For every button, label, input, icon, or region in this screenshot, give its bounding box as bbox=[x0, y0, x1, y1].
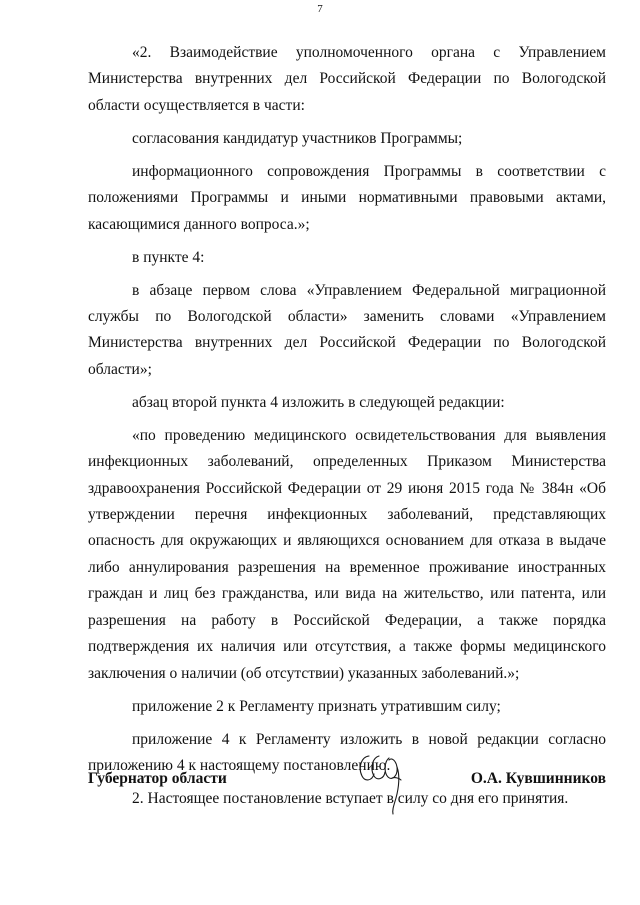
signer-title: Губернатор области bbox=[88, 770, 227, 787]
paragraph-information-support: информационного сопровождения Программы в соответствии с положениями Программы и иными нормативными правовыми актами, касающимися данного вопроса.»; bbox=[88, 162, 606, 233]
page-number: 7 bbox=[317, 3, 323, 15]
document-body bbox=[88, 40, 606, 819]
handwritten-signature-icon bbox=[352, 742, 412, 822]
signature-block bbox=[88, 742, 606, 822]
paragraph-medical-examination: «по проведению медицинского освидетельствования для выявления инфекционных заболеваний, определенных Приказом Министерства здравоохранения Российской Федерации от 29 июня 2015 года № 384н «Об утверждении перечня инфекционных заболеваний, представляющих опасность для окружающих и являющихся основанием для отказа в выдаче либо аннулирования разрешения на временное проживание иностранных граждан и лиц без гражданства, или вида на жительство, или патента, или разрешения на работу в Российской Федерации, а также порядка подтверждения их наличия или отсутствия, а также формы медицинского заключения о наличии (об отсутствии) указанных заболеваний.»; bbox=[88, 426, 606, 682]
signer-name: О.А. Кувшинников bbox=[470, 770, 606, 787]
paragraph-appendix-2: приложение 2 к Регламенту признать утратившим силу; bbox=[132, 697, 501, 715]
paragraph-effective-date: 2. Настоящее постановление вступает в силу со дня его принятия. bbox=[132, 789, 569, 807]
paragraph-first-subparagraph-replace: в абзаце первом слова «Управлением Федеральной миграционной службы по Вологодской области» заменить словами «Управлением Министерства внутренних дел Российской Федерации по Вологодской области»; bbox=[88, 281, 606, 378]
paragraph-point-4: в пункте 4: bbox=[132, 248, 205, 266]
paragraph-appendix-4: приложение 4 к Регламенту изложить в новой редакции согласно приложению 4 к настоящему постановлению. bbox=[88, 730, 606, 774]
paragraph-second-subparagraph: абзац второй пункта 4 изложить в следующей редакции: bbox=[132, 393, 505, 411]
paragraph-interaction-intro: «2. Взаимодействие уполномоченного органа с Управлением Министерства внутренних дел Российской Федерации по Вологодской области осуществляется в части: bbox=[88, 44, 606, 114]
paragraph-candidate-approval: согласования кандидатур участников Программы; bbox=[132, 129, 463, 147]
